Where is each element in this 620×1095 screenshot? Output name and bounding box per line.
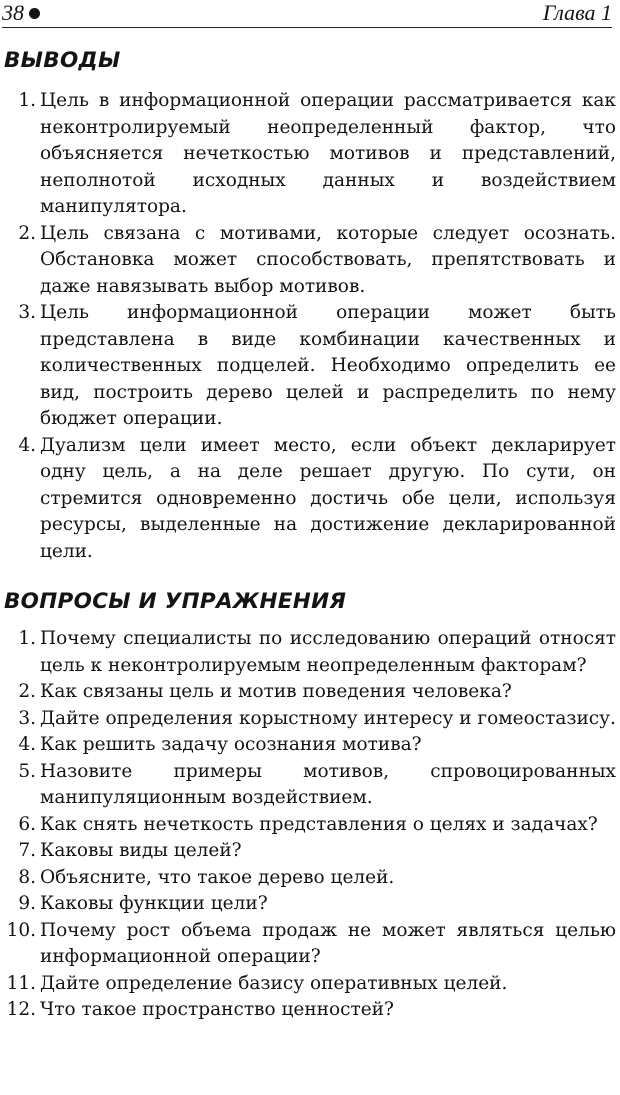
item-number: 4. [18, 434, 36, 456]
list-item [0, 812, 616, 839]
page-number: 38 [2, 1, 40, 25]
item-text: Почему специалисты по исследованию операций относят цель к неконтролируемым неопределенным факторам? [40, 628, 616, 676]
list-item [0, 626, 616, 679]
item-number: 1. [18, 628, 36, 649]
item-number: 7. [18, 840, 36, 861]
list-item [0, 918, 616, 971]
item-text: Объясните, что такое дерево целей. [40, 866, 395, 888]
list-item [0, 759, 616, 812]
item-text: Цель в информационной операции рассматривается как неконтролируемый неопределенный фактор, что объясняется нечеткостью мотивов и представлений, неполнотой исходных данных и воздействием манипулятора. [40, 90, 616, 217]
item-text: Цель информационной операции может быть представлена в виде комбинации качественных и количественных подцелей. Необходимо определить ее вид, построить дерево целей и распределить по нему бюджет операции. [40, 302, 616, 429]
item-number: 4. [18, 734, 36, 755]
item-text: Каковы функции цели? [40, 893, 268, 914]
list-item [0, 838, 616, 865]
item-text: Как снять нечеткость представления о целях и задачах? [40, 813, 598, 835]
list-item [0, 891, 616, 918]
item-text: Дуализм цели имеет место, если объект декларирует одну цель, а на деле решает другую. По сути, он стремится одновременно достичь обе цели, используя ресурсы, выделенные на достижение декларированной цели. [40, 434, 616, 562]
item-number: 1. [18, 90, 36, 111]
item-number: 2. [18, 681, 36, 702]
item-text: Как решить задачу осознания мотива? [40, 734, 422, 755]
list-item [0, 971, 616, 998]
list-item [0, 706, 616, 733]
item-number: 5. [18, 760, 36, 782]
list-item [0, 865, 616, 892]
list-item [0, 732, 616, 759]
list-item [0, 997, 616, 1024]
chapter-label: Глава 1 [542, 0, 612, 25]
item-number: 11. [6, 972, 36, 994]
list-item [0, 221, 616, 301]
list-item [0, 300, 616, 433]
item-text: Как связаны цель и мотив поведения человека? [40, 681, 512, 702]
item-text: Каковы виды целей? [40, 840, 242, 861]
section-title-questions: ВОПРОСЫ И УПРАЖНЕНИЯ [4, 589, 347, 614]
list-item [0, 88, 616, 221]
item-text: Назовите примеры мотивов, спровоцированных манипуляционным воздействием. [40, 760, 616, 808]
item-text: Цель связана с мотивами, которые следует осознать. Обстановка может способствовать, препятствовать и даже навязывать выбор мотивов. [40, 222, 616, 297]
item-number: 8. [18, 866, 36, 888]
list-item [0, 433, 616, 566]
item-number: 2. [18, 222, 36, 244]
conclusions-list [0, 88, 616, 565]
section-title-conclusions: ВЫВОДЫ [4, 48, 121, 73]
item-number: 10. [6, 919, 36, 941]
item-number: 6. [18, 813, 36, 835]
list-item [0, 679, 616, 706]
running-header [2, 0, 612, 28]
item-text: Что такое пространство ценностей? [40, 999, 394, 1020]
item-text: Дайте определение базису оперативных целей. [40, 972, 508, 994]
item-number: 3. [18, 707, 36, 729]
item-text: Почему рост объема продаж не может являться целью информационной операции? [40, 919, 616, 967]
item-number: 3. [18, 302, 36, 323]
bullet-icon [29, 8, 40, 19]
item-text: Дайте определения корыстному интересу и гомеостазису. [40, 707, 616, 729]
item-number: 12. [6, 999, 36, 1020]
questions-list [0, 626, 616, 1024]
item-number: 9. [18, 893, 36, 914]
